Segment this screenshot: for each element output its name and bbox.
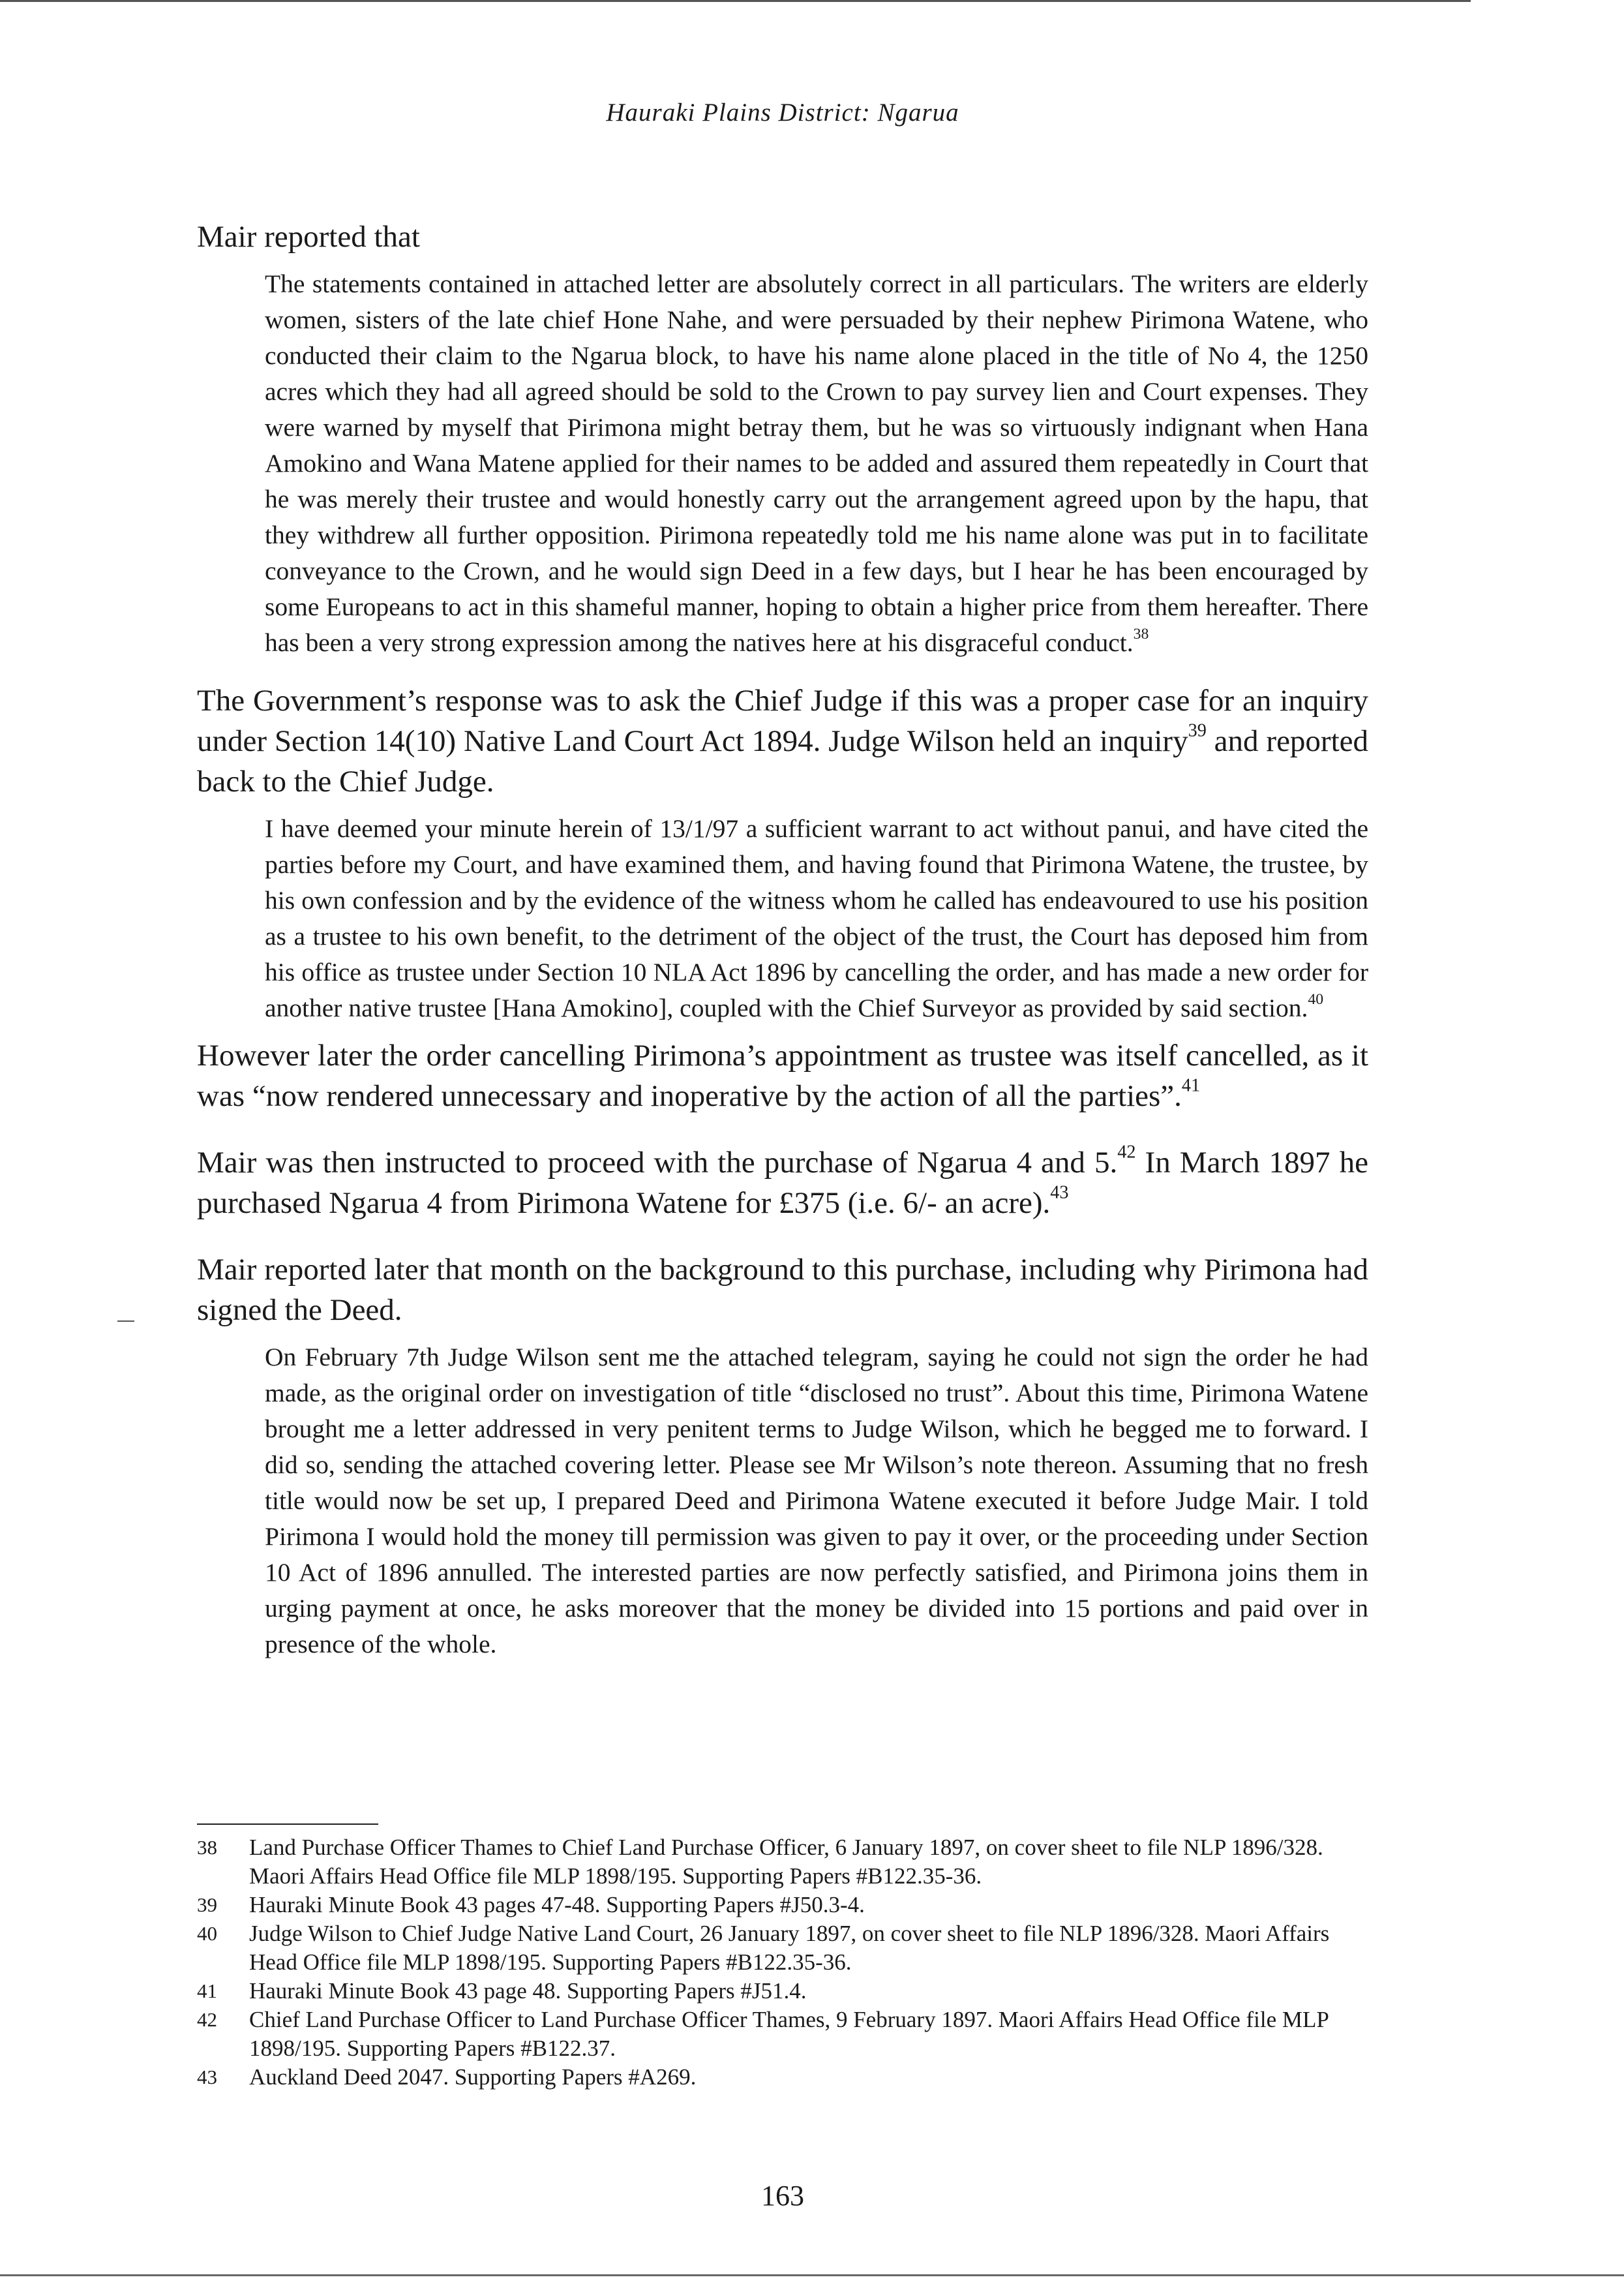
footnote-number: 42 xyxy=(197,2008,217,2031)
footnote-number: 38 xyxy=(197,1836,217,1859)
paragraph-text-end: and reported back to the Chief Judge. xyxy=(197,724,1368,799)
footnote-text: Hauraki Minute Book 43 pages 47-48. Supporting Papers #J50.3-4. xyxy=(249,1892,865,1917)
footnote-40 xyxy=(197,1919,1368,1977)
footnote-number: 40 xyxy=(197,1922,217,1945)
footnote-number: 43 xyxy=(197,2066,217,2088)
paragraph-text: Mair was then instructed to proceed with the purchase of Ngarua 4 and 5. xyxy=(197,1146,1118,1180)
footnote-ref-42[interactable]: 42 xyxy=(1117,1142,1136,1163)
footnote-number: 41 xyxy=(197,1979,217,2002)
footnote-text: Chief Land Purchase Officer to Land Purchase Officer Thames, 9 February 1897. Maori Affairs Head Office file MLP 1898/195. Supporting Papers #B122.37. xyxy=(249,2007,1329,2061)
paragraph-mair-later: Mair reported later that month on the background to this purchase, including why Pirimona had signed the Deed. xyxy=(197,1253,1368,1327)
footnote-separator xyxy=(197,1823,378,1825)
footnote-38 xyxy=(197,1833,1368,1891)
page-number: 163 xyxy=(761,2180,804,2212)
block-quote-1 xyxy=(265,266,1368,661)
footnotes xyxy=(197,1833,1368,2092)
paragraph-text: The Government’s response was to ask the Chief Judge if this was a proper case for an inquiry under Section 14(10) Native Land Court Act 1894. Judge Wilson held an inquiry xyxy=(197,684,1368,758)
footnote-42 xyxy=(197,2006,1368,2063)
bottom-border-line xyxy=(0,2274,1624,2276)
top-border-line xyxy=(0,0,1471,2)
footnote-41 xyxy=(197,1977,1368,2006)
footnote-text: Judge Wilson to Chief Judge Native Land Court, 26 January 1897, on cover sheet to file NLP 1896/328. Maori Affairs Head Office file MLP 1898/195. Supporting Papers #B122.35-36. xyxy=(249,1921,1330,1975)
footnote-43 xyxy=(197,2063,1368,2092)
block-quote-1-text: The statements contained in attached letter are absolutely correct in all particulars. The writers are elderly women, sisters of the late chief Hone Nahe, and were persuaded by their nephew Pirimona Watene, who conducted their claim to the Ngarua block, to have his name alone placed in the title of No 4, the 1250 acres which they had all agreed should be sold to the Crown to pay survey lien and Court expenses. They were warned by myself that Pirimona might betray them, but he was so virtuously indignant when Hana Amokino and Wana Matene applied for their names to be added and assured them repeatedly in Court that he was merely their trustee and would honestly carry out the arrangement agreed upon by the hapu, that they withdrew all further opposition. Pirimona repeatedly told me his name alone was put in to facilitate conveyance to the Crown, and he would sign Deed in a few days, but I hear he has been encouraged by some Europeans to act in this shameful manner, hoping to obtain a higher price from them hereafter. There has been a very strong expression among the natives here at his disgraceful conduct. xyxy=(265,269,1368,657)
paragraph-purchase xyxy=(197,1142,1368,1223)
block-quote-2-text: I have deemed your minute herein of 13/1/97 a sufficient warrant to act without panui, and have cited the parties before my Court, and have examined them, and having found that Pirimona Watene, the trustee, by his own confession and by the evidence of the witness whom he called has endeavoured to use his position as a trustee to his own benefit, to the detriment of the object of the trust, the Court has deposed him from his office as trustee under Section 10 NLA Act 1896 by cancelling the order, and has made a new order for another native trustee [Hana Amokino], coupled with the Chief Surveyor as provided by said section. xyxy=(265,814,1368,1022)
footnote-text: Land Purchase Officer Thames to Chief Land Purchase Officer, 6 January 1897, on cover sheet to file NLP 1896/328. Maori Affairs Head Office file MLP 1898/195. Supporting Papers #B122.35-36. xyxy=(249,1835,1323,1889)
margin-mark xyxy=(117,1320,134,1322)
footnote-text: Hauraki Minute Book 43 page 48. Supporting Papers #J51.4. xyxy=(249,1978,807,2004)
footnote-text: Auckland Deed 2047. Supporting Papers #A269. xyxy=(249,2064,697,2090)
paragraph-order-cancelled xyxy=(197,1035,1368,1116)
footnote-ref-40[interactable]: 40 xyxy=(1308,991,1324,1009)
footnote-39 xyxy=(197,1891,1368,1919)
footnote-ref-38[interactable]: 38 xyxy=(1133,626,1149,643)
intro-paragraph: Mair reported that xyxy=(197,220,420,254)
footnote-ref-41[interactable]: 41 xyxy=(1181,1075,1201,1096)
paragraph-government-response xyxy=(197,680,1368,802)
paragraph-text: However later the order cancelling Pirimona’s appointment as trustee was itself cancelled, as it was “now rendered unnecessary and inoperative by the action of all the parties”. xyxy=(197,1039,1368,1113)
block-quote-2 xyxy=(265,811,1368,1026)
block-quote-3: On February 7th Judge Wilson sent me the attached telegram, saying he could not sign the order he had made, as the original order on investigation of title “disclosed no trust”. About this time, Pirimona Watene brought me a letter addressed in very penitent terms to Judge Wilson, which he begged me to forward. I did so, sending the attached covering letter. Please see Mr Wilson’s note thereon. Assuming that no fresh title would now be set up, I prepared Deed and Pirimona Watene executed it before Judge Mair. I told Pirimona I would hold the money till permission was given to pay it over, or the proceeding under Section 10 Act of 1896 annulled. The interested parties are now perfectly satisfied, and Pirimona joins them in urging payment at once, he asks moreover that the money be divided into 15 portions and paid over in presence of the whole. xyxy=(265,1343,1368,1658)
footnote-number: 39 xyxy=(197,1893,217,1916)
footnote-ref-39[interactable]: 39 xyxy=(1188,720,1207,741)
footnote-ref-43[interactable]: 43 xyxy=(1050,1182,1069,1203)
running-header: Hauraki Plains District: Ngarua xyxy=(606,99,959,127)
main-text xyxy=(197,217,1368,1662)
paragraph-text-cont: In March 1897 he purchased Ngarua 4 from Pirimona Watene for £375 (i.e. 6/- an acre). xyxy=(197,1146,1368,1220)
